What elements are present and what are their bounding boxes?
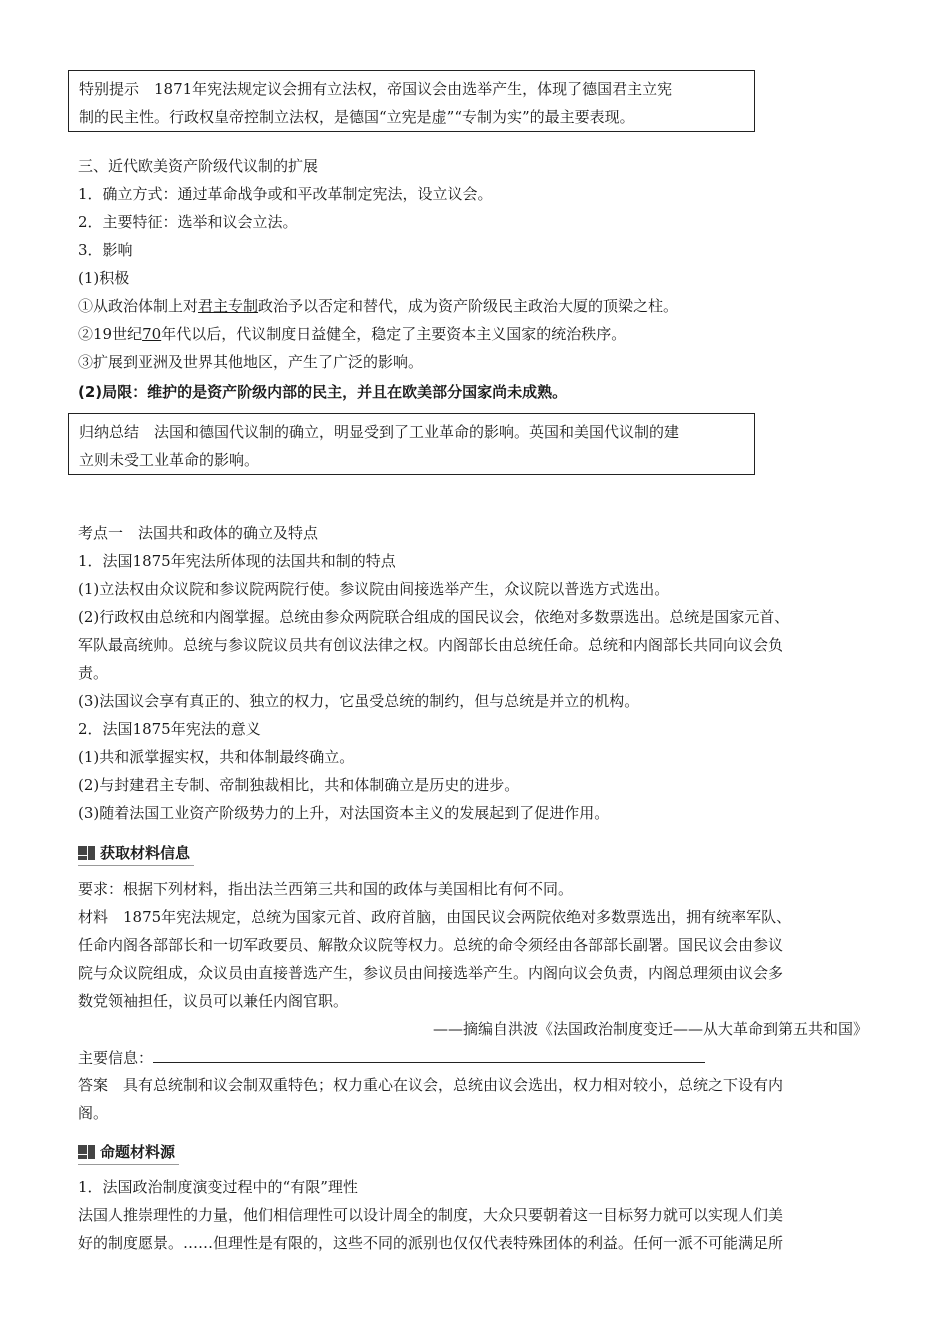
kaodian-line-5: 责。 xyxy=(78,664,109,682)
p1-pre: ①从政治体制上对 xyxy=(78,297,199,315)
material-source: ——摘编自洪波《法国政治制度变迁——从大革命到第五共和国》 xyxy=(432,1020,868,1038)
material-line-4: 数党领袖担任，议员可以兼任内阁官职。 xyxy=(78,992,349,1010)
kaodian-line-7: 2．法国1875年宪法的意义 xyxy=(78,720,261,738)
answer-line-2: 阁。 xyxy=(78,1104,109,1122)
p2-pre: ②19世纪 xyxy=(78,325,143,343)
kaodian-line-3: (2)行政权由总统和内阁掌握。总统由参众两院联合组成的国民议会，依绝对多数票选出。总统是国家元首、 xyxy=(78,608,790,626)
tip-line-2: 制的民主性。行政权皇帝控制立法权，是德国“立宪是虚”“专制为实”的最主要表现。 xyxy=(79,108,635,126)
kaodian-line-8: (1)共和派掌握实权，共和体制最终确立。 xyxy=(78,748,355,766)
section-heading: 三、近代欧美资产阶级代议制的扩展 xyxy=(78,157,319,175)
answer-line-1: 答案 具有总统制和议会制双重特色；权力重心在议会，总统由议会选出，权力相对较小，总统之下设有内 xyxy=(78,1076,784,1094)
source-text-line-1: 法国人推崇理性的力量，他们相信理性可以设计周全的制度，大众只要朝着这一目标努力就可以实现人们美 xyxy=(78,1206,784,1224)
p1-post: 政治予以否定和替代，成为资产阶级民主政治大厦的顶梁之柱。 xyxy=(258,297,679,315)
item-2: 2．主要特征：选举和议会立法。 xyxy=(78,213,298,231)
section-square-icon xyxy=(78,846,87,855)
kaodian-line-1: 1．法国1875年宪法所体现的法国共和制的特点 xyxy=(78,552,396,570)
material-info-tag xyxy=(78,842,190,864)
main-info-line xyxy=(78,1046,705,1068)
section-square-icon xyxy=(78,1145,87,1154)
main-info-blank[interactable] xyxy=(153,1046,705,1063)
material-line-1: 材料 1875年宪法规定，总统为国家元首、政府首脑，由国民议会两院依绝对多数票选出，拥有统率军队、 xyxy=(78,908,792,926)
source-material-tag xyxy=(78,1141,175,1163)
source-material-label: 命题材料源 xyxy=(100,1143,176,1161)
source-text-line-2: 好的制度愿景。……但理性是有限的，这些不同的派别也仅仅代表特殊团体的利益。任何一派不可能满足所 xyxy=(78,1234,784,1252)
section-square-icon-part xyxy=(88,846,95,860)
kaodian-line-2: (1)立法权由众议院和参议院两院行使。参议院由间接选举产生，众议院以普选方式选出。 xyxy=(78,580,670,598)
p2-underline: 70 xyxy=(142,325,162,343)
kaodian-line-4: 军队最高统帅。总统与参议院议员共有创议法律之权。内阁部长由总统任命。总统和内阁部长共同向议会负 xyxy=(78,636,784,654)
item-3: 3．影响 xyxy=(78,241,133,259)
positive-point-2 xyxy=(78,323,626,345)
section-square-icon-part xyxy=(78,856,87,860)
p2-post: 年代以后，代议制度日益健全，稳定了主要资本主义国家的统治秩序。 xyxy=(161,325,627,343)
kaodian-line-9: (2)与封建君主专制、帝制独裁相比，共和体制确立是历史的进步。 xyxy=(78,776,520,794)
section-square-icon-part xyxy=(88,1145,95,1159)
tip-line-1: 特别提示 1871年宪法规定议会拥有立法权，帝国议会由选举产生，体现了德国君主立宪 xyxy=(79,80,673,98)
tag-underline xyxy=(78,1164,179,1165)
material-line-3: 院与众议院组成，众议员由直接普选产生，参议员由间接选举产生。内阁向议会负责，内阁总理须由议会多 xyxy=(78,964,784,982)
material-info-label: 获取材料信息 xyxy=(100,844,191,862)
material-line-2: 任命内阁各部部长和一切军政要员、解散众议院等权力。总统的命令须经由各部部长副署。国民议会由参议 xyxy=(78,936,784,954)
tag-underline xyxy=(78,865,194,866)
kaodian-line-6: (3)法国议会享有真正的、独立的权力，它虽受总统的制约，但与总统是并立的机构。 xyxy=(78,692,640,710)
summary-box xyxy=(68,413,755,475)
positive-point-3: ③扩展到亚洲及世界其他地区，产生了广泛的影响。 xyxy=(78,353,424,371)
section-square-icon-part xyxy=(78,1155,87,1159)
summary-line-1: 归纳总结 法国和德国代议制的确立，明显受到了工业革命的影响。英国和美国代议制的建 xyxy=(79,423,680,441)
summary-line-2: 立则未受工业革命的影响。 xyxy=(79,451,260,469)
source-title-line: 1．法国政治制度演变过程中的“有限”理性 xyxy=(78,1178,358,1196)
p1-underline: 君主专制 xyxy=(198,297,259,315)
positive-point-1 xyxy=(78,295,678,317)
kaodian-line-10: (3)随着法国工业资产阶级势力的上升，对法国资本主义的发展起到了促进作用。 xyxy=(78,804,610,822)
tip-box xyxy=(68,70,755,132)
main-info-label: 主要信息： xyxy=(78,1049,154,1067)
positive-heading: (1)积极 xyxy=(78,269,130,287)
limit-line: (2)局限：维护的是资产阶级内部的民主，并且在欧美部分国家尚未成熟。 xyxy=(78,383,568,401)
kaodian-title: 考点一 法国共和政体的确立及特点 xyxy=(78,524,319,542)
requirement-line: 要求：根据下列材料，指出法兰西第三共和国的政体与美国相比有何不同。 xyxy=(78,880,574,898)
item-1: 1．确立方式：通过革命战争或和平改革制定宪法，设立议会。 xyxy=(78,185,493,203)
